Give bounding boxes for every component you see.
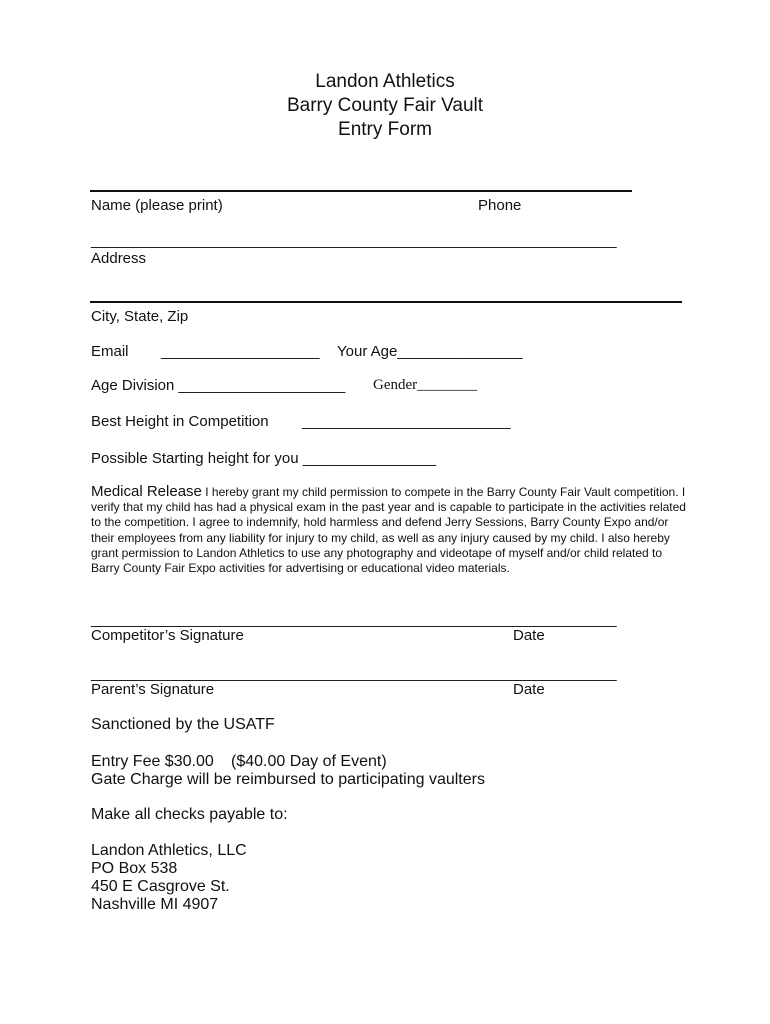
form-title-organization: Landon Athletics	[315, 71, 455, 92]
name-label: Name (please print)	[91, 197, 223, 214]
your-age-field[interactable]: Your Age_______________	[337, 343, 523, 360]
address-label: Address	[91, 250, 147, 267]
sanctioned-text: Sanctioned by the USATF	[91, 716, 275, 733]
gender-field[interactable]: Gender________	[373, 377, 478, 393]
phone-label: Phone	[478, 197, 522, 214]
email-label: Email	[91, 343, 129, 360]
parent-date-label: Date	[513, 681, 545, 698]
form-title-document: Entry Form	[338, 119, 432, 140]
city-state-zip-label: City, State, Zip	[91, 308, 189, 325]
medical-release-title: Medical Release	[91, 483, 202, 500]
email-field[interactable]: ___________________	[161, 343, 320, 360]
medical-release-text: I hereby grant my child permission to compete in the Barry County Fair Vault competition. I verify that my child has had a physical exam in the past year and is capable to participate in the activities related to the competition. I agree to indemnify, hold harmless and defend Jerry Sessions, Barry County Expo and/or their employees from any liability for injury to my child, as well as any injury caused by my child. I also hereby grant permission to Landon Athletics to use any photography and videotape of myself and/or child related to Barry County Fair Expo activities for advertising or educational video materials.	[91, 485, 686, 576]
competitor-signature-label: Competitor’s Signature	[91, 627, 244, 644]
day-of-event-fee-text: ($40.00 Day of Event)	[231, 753, 387, 770]
age-division-field[interactable]: Age Division ____________________	[91, 377, 346, 394]
gate-charge-text: Gate Charge will be reimbursed to participating vaulters	[91, 771, 485, 788]
competitor-signature-field[interactable]: _______________________________________________________________	[91, 611, 617, 628]
best-height-field[interactable]: _________________________	[302, 413, 511, 430]
form-title-event: Barry County Fair Vault	[286, 95, 484, 116]
mailing-address-line-3: 450 E Casgrove St.	[91, 878, 230, 895]
medical-release-paragraph	[91, 484, 691, 576]
name-phone-line[interactable]	[90, 190, 632, 192]
mailing-address-line-1: Landon Athletics, LLC	[91, 842, 247, 859]
address-field[interactable]: _______________________________________________________________	[91, 232, 617, 249]
city-state-zip-line[interactable]	[90, 301, 682, 303]
starting-height-field[interactable]: Possible Starting height for you ________________	[91, 450, 437, 467]
competitor-date-label: Date	[513, 627, 545, 644]
checks-payable-text: Make all checks payable to:	[91, 806, 288, 823]
mailing-address-line-2: PO Box 538	[91, 860, 178, 877]
best-height-label: Best Height in Competition	[91, 413, 269, 430]
parent-signature-field[interactable]: _______________________________________________________________	[91, 665, 617, 682]
parent-signature-label: Parent’s Signature	[91, 681, 215, 698]
entry-fee-text: Entry Fee $30.00	[91, 753, 214, 770]
mailing-address-line-4: Nashville MI 4907	[91, 896, 219, 913]
